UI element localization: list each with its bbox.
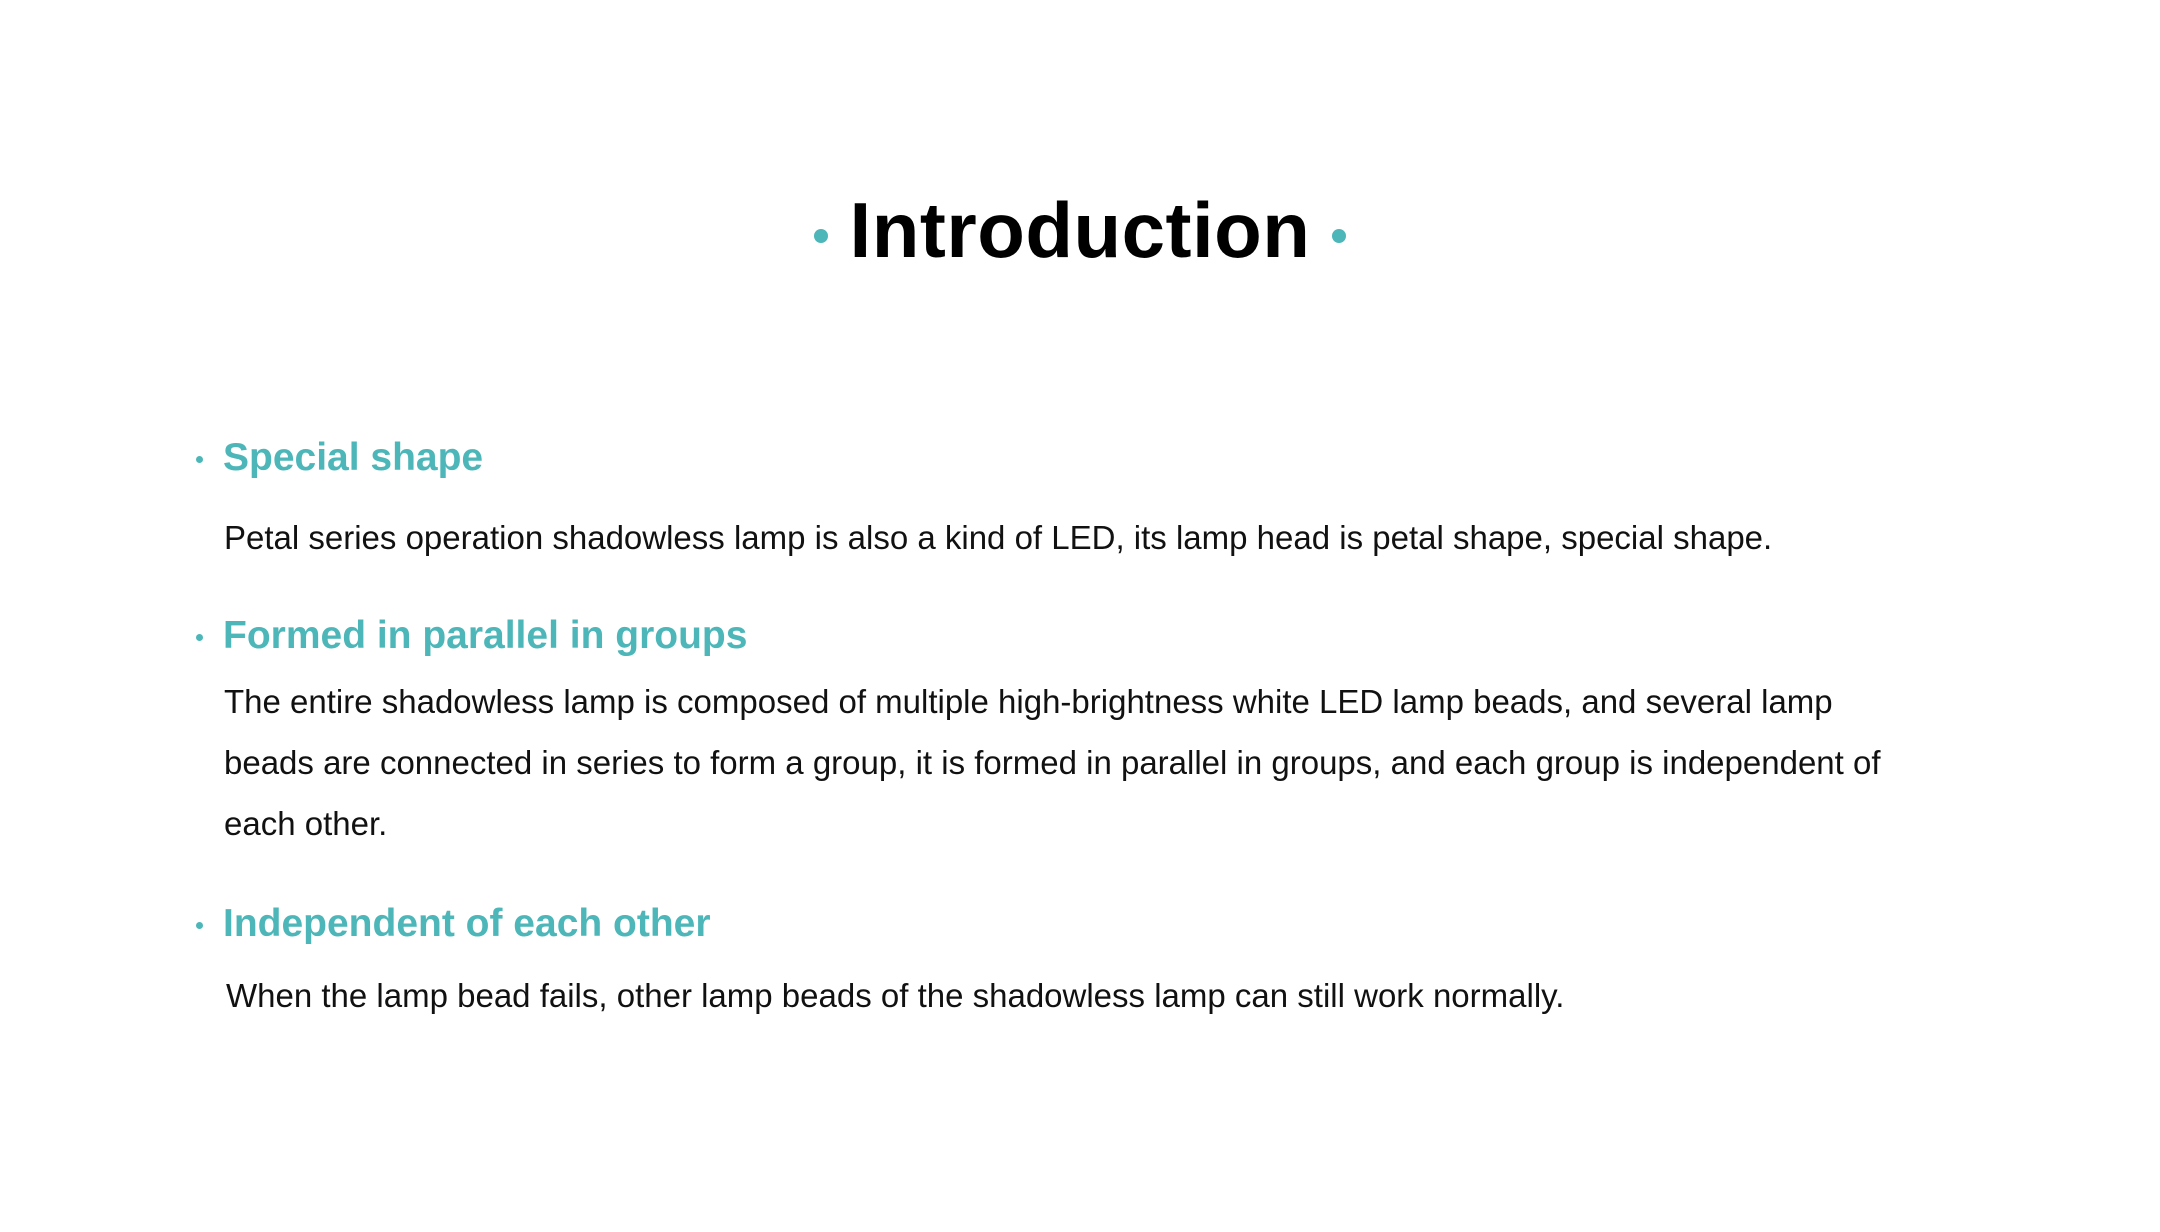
section-independent <box>196 893 1916 1026</box>
section-heading: Formed in parallel in groups <box>223 613 748 657</box>
section-heading-row <box>196 427 1916 487</box>
section-heading-row <box>196 893 1916 953</box>
section-formed-in-parallel <box>196 605 1916 854</box>
bullet-dot-icon <box>196 634 203 641</box>
page-title: Introduction <box>849 186 1311 274</box>
section-body: Petal series operation shadowless lamp is also a kind of LED, its lamp head is petal shape, special shape. <box>224 519 1773 556</box>
title-row <box>0 175 2160 285</box>
section-heading-row <box>196 605 1916 665</box>
section-special-shape <box>196 427 1916 568</box>
title-left-dot-icon <box>814 229 828 243</box>
section-heading: Independent of each other <box>223 901 711 945</box>
section-body: The entire shadowless lamp is composed of multiple high-brightness white LED lamp beads, and several lamp beads are connected in series to form a group, it is formed in parallel in groups, and each group is independent of each other. <box>224 683 1881 842</box>
section-body: When the lamp bead fails, other lamp beads of the shadowless lamp can still work normally. <box>226 977 1565 1014</box>
bullet-dot-icon <box>196 922 203 929</box>
bullet-dot-icon <box>196 456 203 463</box>
title-right-dot-icon <box>1332 229 1346 243</box>
section-heading: Special shape <box>223 435 484 479</box>
